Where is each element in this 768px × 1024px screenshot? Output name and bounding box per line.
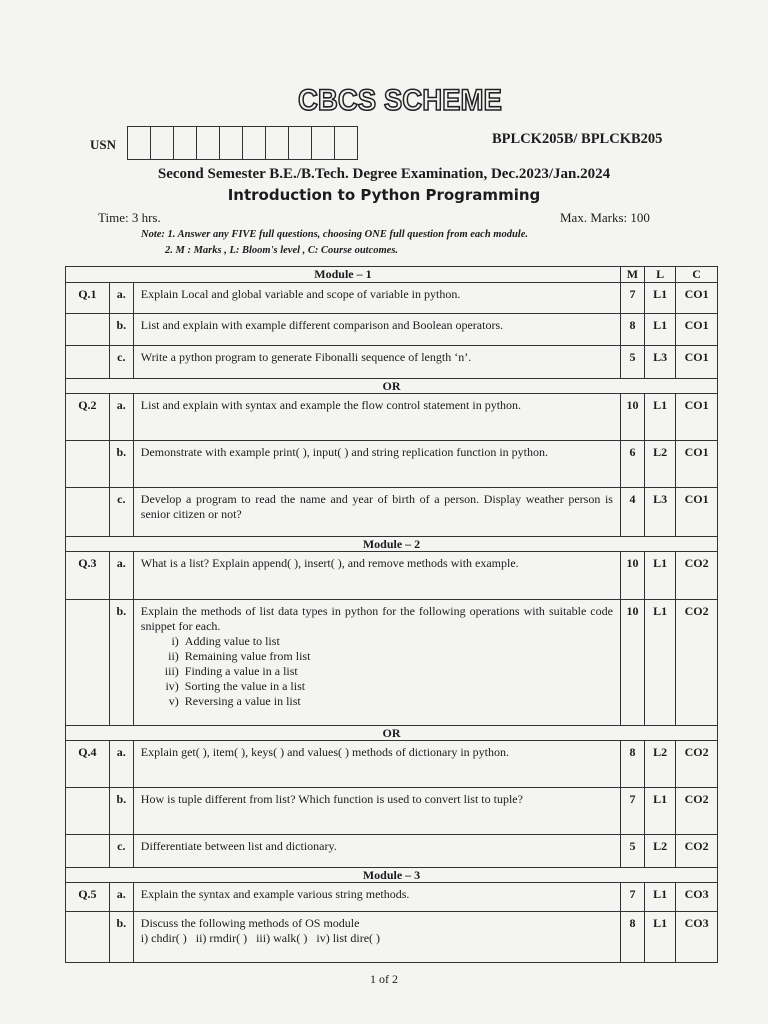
- option-number: v): [168, 694, 179, 708]
- subpart-label: a.: [109, 741, 133, 788]
- page-number: 1 of 2: [370, 972, 398, 986]
- exam-time: Time: 3 hrs.: [98, 210, 161, 225]
- question-number: [66, 835, 110, 868]
- blooms-level: L1: [644, 883, 675, 912]
- option-text: Finding a value in a list: [184, 664, 298, 678]
- option-text: Reversing a value in list: [184, 694, 301, 708]
- subpart-label: b.: [109, 788, 133, 835]
- module-separator-row: [66, 537, 718, 552]
- subpart-label: a.: [109, 283, 133, 314]
- col-c-header: C: [676, 267, 718, 283]
- usn-box: [150, 126, 174, 160]
- options-list: [141, 634, 613, 709]
- table-row: [66, 788, 718, 835]
- note-line-2: 2. M : Marks , L: Bloom's level , C: Course outcomes.: [165, 245, 399, 256]
- usn-box: [173, 126, 197, 160]
- table-row: [66, 283, 718, 314]
- marks-value: 7: [620, 883, 644, 912]
- blooms-level: L1: [644, 552, 675, 600]
- question-cell: [133, 600, 620, 726]
- table-row: [66, 835, 718, 868]
- course-outcome: CO1: [676, 441, 718, 488]
- max-marks: Max. Marks: 100: [560, 210, 650, 225]
- question-number: [66, 441, 110, 488]
- usn-label: USN: [90, 137, 117, 152]
- usn-box: [242, 126, 266, 160]
- or-label: OR: [66, 379, 718, 394]
- course-outcome: CO1: [676, 283, 718, 314]
- question-number: [66, 314, 110, 346]
- question-number: Q.5: [66, 883, 110, 912]
- question-text: Demonstrate with example print( ), input( ) and string replication function in python.: [133, 441, 620, 488]
- blooms-level: L3: [644, 346, 675, 379]
- marks-value: 5: [620, 835, 644, 868]
- question-number: Q.3: [66, 552, 110, 600]
- course-outcome: CO3: [676, 883, 718, 912]
- question-number: Q.2: [66, 394, 110, 441]
- course-outcome: CO1: [676, 346, 718, 379]
- subject-code: BPLCK205B/ BPLCKB205: [492, 131, 663, 147]
- course-outcome: CO3: [676, 912, 718, 963]
- marks-value: 7: [620, 283, 644, 314]
- blooms-level: L3: [644, 488, 675, 537]
- marks-value: 10: [620, 600, 644, 726]
- question-number: Q.1: [66, 283, 110, 314]
- note-line-1: Note: 1. Answer any FIVE full questions, choosing ONE full question from each module.: [141, 229, 528, 240]
- blooms-level: L1: [644, 394, 675, 441]
- marks-value: 4: [620, 488, 644, 537]
- blooms-level: L1: [644, 912, 675, 963]
- table-row: [66, 346, 718, 379]
- module-heading: Module – 2: [66, 537, 718, 552]
- blooms-level: L1: [644, 600, 675, 726]
- usn-box: [196, 126, 220, 160]
- question-text: Explain the methods of list data types in python for the following operations with suitable code snippet for each.: [140, 604, 613, 633]
- subpart-label: a.: [109, 883, 133, 912]
- marks-value: 8: [620, 314, 644, 346]
- course-outcome: CO2: [676, 600, 718, 726]
- list-item: [143, 679, 613, 694]
- question-number: [66, 912, 110, 963]
- question-number: [66, 600, 110, 726]
- question-number: Q.4: [66, 741, 110, 788]
- course-outcome: CO2: [676, 741, 718, 788]
- list-item: [143, 694, 613, 709]
- usn-boxes: [128, 126, 358, 160]
- question-text: Discuss the following methods of OS module: [140, 916, 360, 930]
- or-label: OR: [66, 726, 718, 741]
- blooms-level: L1: [644, 788, 675, 835]
- subpart-label: b.: [109, 314, 133, 346]
- course-outcome: CO2: [676, 835, 718, 868]
- table-row: [66, 441, 718, 488]
- subject-title: Introduction to Python Programming: [227, 186, 541, 204]
- exam-title: Second Semester B.E./B.Tech. Degree Examination, Dec.2023/Jan.2024: [157, 166, 611, 182]
- blooms-level: L2: [644, 835, 675, 868]
- question-cell: [133, 912, 620, 963]
- option-text: Adding value to list: [184, 634, 280, 648]
- list-item: [143, 634, 613, 649]
- usn-box: [127, 126, 151, 160]
- question-text: What is a list? Explain append( ), insert( ), and remove methods with example.: [133, 552, 620, 600]
- table-row: [66, 552, 718, 600]
- question-table: [65, 266, 718, 963]
- usn-box: [265, 126, 289, 160]
- question-number: [66, 488, 110, 537]
- module-separator-row: [66, 868, 718, 883]
- subpart-label: b.: [109, 441, 133, 488]
- question-text: Explain Local and global variable and scope of variable in python.: [133, 283, 620, 314]
- question-text: List and explain with syntax and example the flow control statement in python.: [133, 394, 620, 441]
- table-row: [66, 912, 718, 963]
- blooms-level: L2: [644, 441, 675, 488]
- course-outcome: CO1: [676, 488, 718, 537]
- marks-value: 5: [620, 346, 644, 379]
- option-text: Remaining value from list: [184, 649, 311, 663]
- table-row: [66, 883, 718, 912]
- subpart-label: b.: [109, 912, 133, 963]
- option-number: iii): [164, 664, 179, 678]
- usn-box: [334, 126, 358, 160]
- question-text: Develop a program to read the name and year of birth of a person. Display weather person is senior citizen or not?: [133, 488, 620, 537]
- col-m-header: M: [620, 267, 644, 283]
- blooms-level: L1: [644, 283, 675, 314]
- table-row: [66, 394, 718, 441]
- course-outcome: CO2: [676, 552, 718, 600]
- option-text: Sorting the value in a list: [184, 679, 306, 693]
- course-outcome: CO2: [676, 788, 718, 835]
- question-text: How is tuple different from list? Which function is used to convert list to tuple?: [133, 788, 620, 835]
- marks-value: 6: [620, 441, 644, 488]
- marks-value: 10: [620, 394, 644, 441]
- subpart-label: c.: [109, 346, 133, 379]
- option-number: i): [171, 634, 179, 648]
- question-text: Explain get( ), item( ), keys( ) and values( ) methods of dictionary in python.: [133, 741, 620, 788]
- option-number: iv): [165, 679, 179, 693]
- table-row: [66, 741, 718, 788]
- blooms-level: L2: [644, 741, 675, 788]
- list-item: [143, 649, 613, 664]
- subpart-label: c.: [109, 488, 133, 537]
- usn-box: [311, 126, 335, 160]
- marks-value: 8: [620, 741, 644, 788]
- question-text: Write a python program to generate Fibonalli sequence of length ‘n’.: [133, 346, 620, 379]
- marks-value: 8: [620, 912, 644, 963]
- question-text: Differentiate between list and dictionary.: [133, 835, 620, 868]
- subpart-label: a.: [109, 552, 133, 600]
- subpart-label: b.: [109, 600, 133, 726]
- table-row: [66, 488, 718, 537]
- col-l-header: L: [644, 267, 675, 283]
- option-number: ii): [168, 649, 179, 663]
- module-heading: Module – 1: [66, 267, 621, 283]
- blooms-level: L1: [644, 314, 675, 346]
- question-number: [66, 788, 110, 835]
- table-row: [66, 600, 718, 726]
- question-text: Explain the syntax and example various string methods.: [133, 883, 620, 912]
- or-separator-row: [66, 726, 718, 741]
- methods-list: i) chdir( ) ii) rmdir( ) iii) walk( ) iv) list dire( ): [140, 931, 381, 945]
- marks-value: 10: [620, 552, 644, 600]
- usn-box: [288, 126, 312, 160]
- question-text: List and explain with example different comparison and Boolean operators.: [133, 314, 620, 346]
- usn-box: [219, 126, 243, 160]
- question-number: [66, 346, 110, 379]
- list-item: [143, 664, 613, 679]
- module-header-row: [66, 267, 718, 283]
- scheme-title: CBCS SCHEME: [298, 84, 502, 117]
- marks-value: 7: [620, 788, 644, 835]
- module-heading: Module – 3: [66, 868, 718, 883]
- course-outcome: CO1: [676, 394, 718, 441]
- or-separator-row: [66, 379, 718, 394]
- subpart-label: a.: [109, 394, 133, 441]
- table-row: [66, 314, 718, 346]
- course-outcome: CO1: [676, 314, 718, 346]
- subpart-label: c.: [109, 835, 133, 868]
